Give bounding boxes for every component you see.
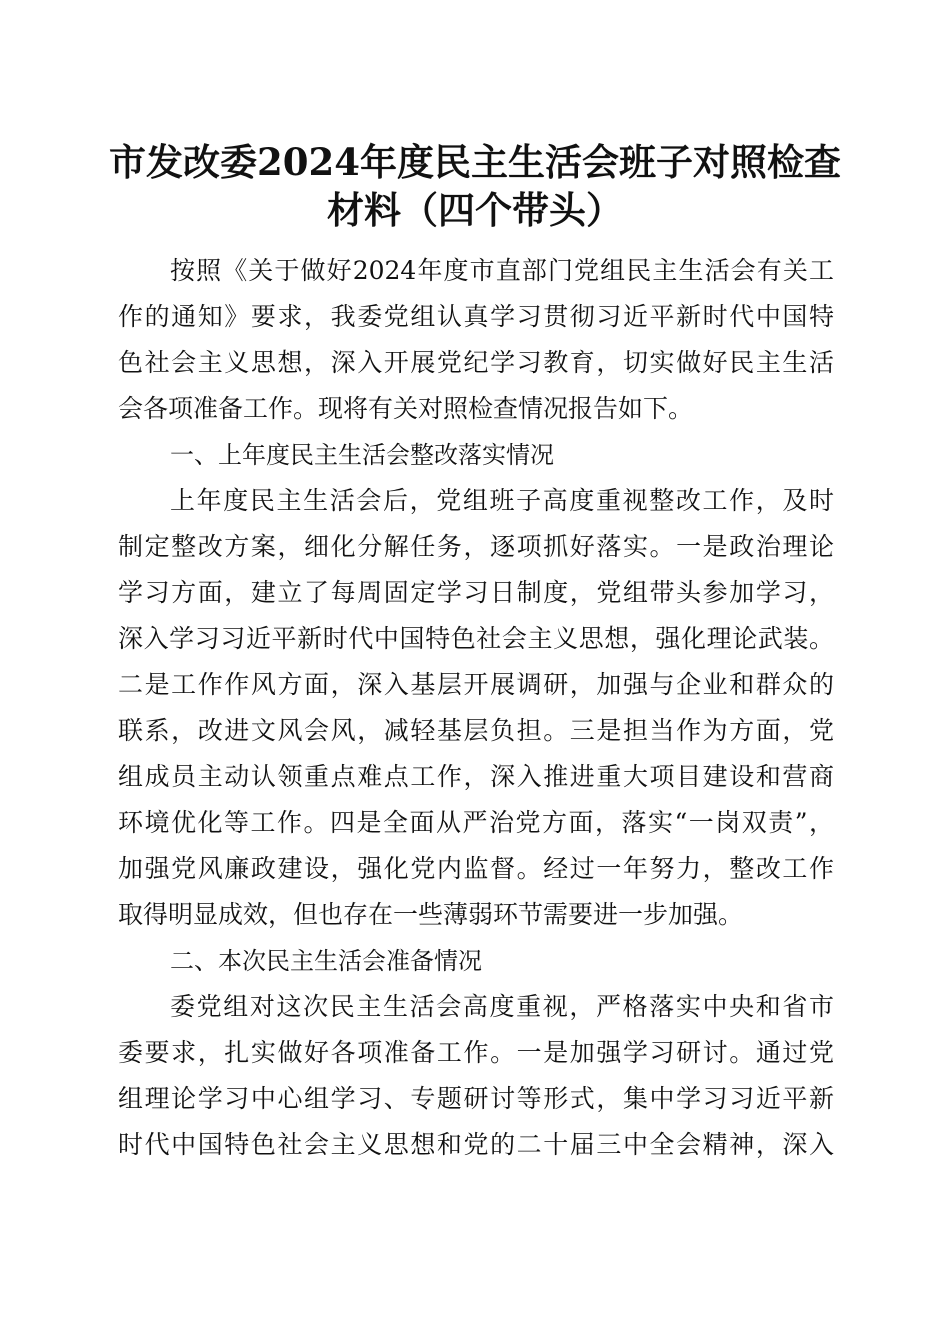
intro-line: 按照《关于做好2024年度市直部门党组民主生活会有关工 bbox=[170, 256, 834, 285]
section-1-line: 制定整改方案，细化分解任务，逐项抓好落实。一是政治理论 bbox=[118, 532, 834, 561]
section-1-heading: 一、上年度民主生活会整改落实情况 bbox=[170, 441, 554, 469]
intro-line: 会各项准备工作。现将有关对照检查情况报告如下。 bbox=[118, 394, 694, 423]
intro-line: 色社会主义思想，深入开展党纪学习教育，切实做好民主生活 bbox=[118, 348, 834, 377]
section-2-line: 委要求，扎实做好各项准备工作。一是加强学习研讨。通过党 bbox=[118, 1038, 834, 1067]
section-1-line: 组成员主动认领重点难点工作，深入推进重大项目建设和营商 bbox=[118, 762, 834, 791]
section-1-line: 取得明显成效，但也存在一些薄弱环节需要进一步加强。 bbox=[118, 900, 744, 929]
title-line-1: 市发改委2024年度民主生活会班子对照检查 bbox=[109, 140, 841, 184]
section-2-heading: 二、本次民主生活会准备情况 bbox=[170, 947, 482, 975]
section-2-line: 委党组对这次民主生活会高度重视，严格落实中央和省市 bbox=[170, 992, 834, 1021]
intro-line: 作的通知》要求，我委党组认真学习贯彻习近平新时代中国特 bbox=[118, 302, 834, 331]
section-2-line: 时代中国特色社会主义思想和党的二十届三中全会精神，深入 bbox=[118, 1130, 834, 1159]
section-1-line: 学习方面，建立了每周固定学习日制度，党组带头参加学习， bbox=[118, 578, 834, 607]
section-1-line: 环境优化等工作。四是全面从严治党方面，落实“一岗双责”， bbox=[118, 808, 834, 837]
section-1-line: 上年度民主生活会后，党组班子高度重视整改工作，及时 bbox=[170, 486, 834, 515]
section-2-line: 组理论学习中心组学习、专题研讨等形式，集中学习习近平新 bbox=[118, 1084, 834, 1113]
section-1-line: 深入学习习近平新时代中国特色社会主义思想，强化理论武装。 bbox=[118, 624, 834, 653]
document-body bbox=[118, 248, 834, 1168]
document-title bbox=[100, 138, 850, 234]
title-line-2: 材料（四个带头） bbox=[327, 188, 623, 232]
section-1-line: 二是工作作风方面，深入基层开展调研，加强与企业和群众的 bbox=[118, 670, 834, 699]
section-1-line: 联系，改进文风会风，减轻基层负担。三是担当作为方面，党 bbox=[118, 716, 834, 745]
section-1-line: 加强党风廉政建设，强化党内监督。经过一年努力，整改工作 bbox=[118, 854, 834, 883]
